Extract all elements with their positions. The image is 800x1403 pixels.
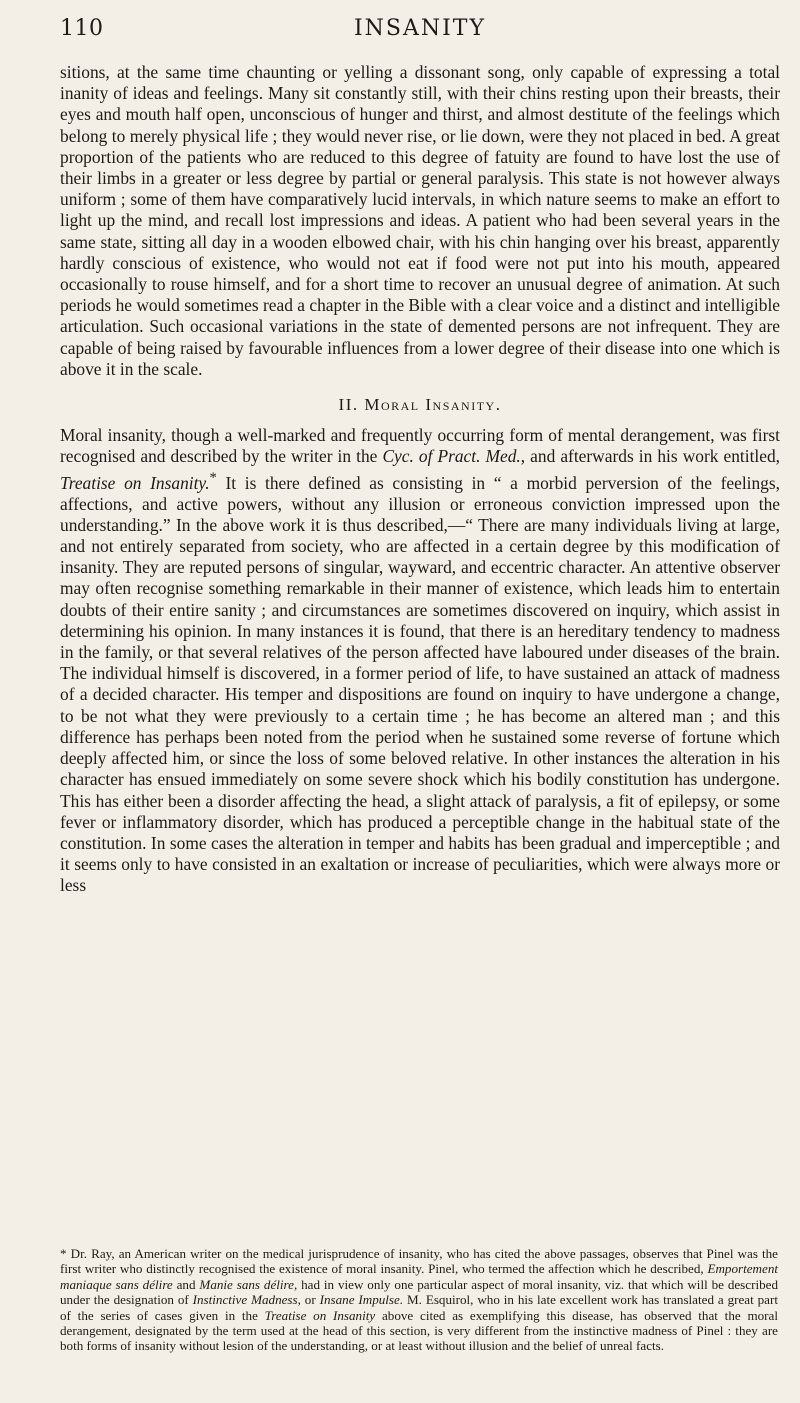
text-run: * Dr. Ray, an American writer on the medical jurisprudence of insanity, who has cited the above passages, observes that Pinel was the first writer who distinctly recognised the existence of moral insanity. Pinel, who termed the affection which he described,	[60, 1246, 778, 1277]
footnote	[60, 1246, 778, 1354]
text-run: and	[172, 1276, 200, 1292]
italic-title: Treatise on Insanity.	[60, 472, 210, 493]
footnote-text	[60, 1246, 778, 1354]
page-number: 110	[60, 16, 104, 41]
italic-term: Emportement maniaque sans délire	[60, 1261, 778, 1292]
text-run: It is there defined as consisting in “ a morbid perversion of the feelings, affections, and active powers, without any illusion or erroneous conviction impressed upon the understanding.” In the above work it is thus described,—“ There are many individuals living at large, and not entirely separated from society, who are affected in a certain degree by this modification of insanity. They are reputed persons of singular, wayward, and eccentric character. An attentive observer may often recognise something remarkable in their manner of existence, which leads him to entertain doubts of their entire sanity ; and circumstances are sometimes discovered on inquiry, which assist in determining his opinion. In many instances it is found, that there is an hereditary tendency to madness in the family, or that several relatives of the person affected have laboured under diseases of the brain. The individual himself is discovered, in a former period of life, to have sustained an attack of madness of a decided character. His temper and dispositions are found on inquiry to have undergone a change, to be not what they were previously to a certain time ; he has become an altered man ; and this difference has perhaps been noted from the period when he sustained some reverse of fortune which deeply affected him, or since the loss of some beloved relative. In other instances the alteration in his character has ensued immediately on some severe shock which his bodily constitution has undergone. This has either been a disorder affecting the head, a slight attack of paralysis, a fit of epilepsy, or some fever or inflammatory disorder, which has produced a perceptible change in the habitual state of the constitution. In some cases the alteration in temper and habits has been gradual and imperceptible ; and it seems only to have consisted in an exaltation or increase of peculiarities, which were always more or less	[60, 472, 780, 896]
paragraph	[60, 425, 780, 896]
section-heading: II. Moral Insanity.	[338, 395, 502, 415]
italic-title: Cyc. of Pract. Med.	[382, 446, 521, 467]
italic-term: Instinctive Madness	[192, 1292, 298, 1308]
text-run: , had in view only one particular aspect of moral insanity, viz. that which will be described under the designation of	[60, 1276, 778, 1308]
italic-term: Manie sans délire	[199, 1276, 294, 1292]
text-run: M. Esquirol, who in his late excellent work has translated a great part of the series of cases given in the	[60, 1292, 778, 1323]
text-run: above cited as exemplifying this disease, has observed that the moral derangement, designated by the term used at the head of this section, is very different from the instinctive madness of Pinel : they are both forms of insanity without lesion of the understanding, or at least without illusion and the belief of unreal facts.	[60, 1307, 778, 1354]
text-run: Moral insanity, though a well-marked and frequently occurring form of mental derangement, was first recognised and described by the writer in the	[60, 425, 780, 467]
page-header	[60, 16, 780, 46]
footnote-marker: *	[209, 469, 217, 486]
paragraph: sitions, at the same time chaunting or yelling a dissonant song, only capable of expressing a total inanity of ideas and feelings. Many sit constantly still, with their chins resting upon their breasts, their eyes and mouth half open, unconscious of hunger and thirst, and almost destitute of the feelings which belong to merely physical life ; they would never rise, or lie down, were they not placed in bed. A great proportion of the patients who are reduced to this degree of fatuity are found to have lost the use of their limbs in a greater or less degree by partial or general paralysis. This state is not however always uniform ; some of them have comparatively lucid intervals, in which nature seems to make an effort to light up the mind, and recall lost impressions and ideas. A patient who had been several years in the same state, sitting all day in a wooden elbowed chair, with his chin hanging over his breast, apparently hardly conscious of existence, who would not eat if food were not put into his mouth, appeared occasionally to rouse himself, and for a short time to recover an unusual degree of animation. At such periods he would sometimes read a chapter in the Bible with a clear voice and a distinct and intelligible articulation. Such occasional variations in the state of demented persons are not infrequent. They are capable of being raised by favourable influences from a lower degree of their disease into one which is above it in the scale.	[60, 62, 780, 379]
italic-title: Treatise on Insanity	[264, 1307, 376, 1323]
text-run: , or	[297, 1292, 320, 1308]
main-text	[60, 62, 780, 897]
italic-term: Insane Impulse.	[319, 1292, 404, 1308]
running-title: INSANITY	[353, 16, 487, 41]
text-run: , and afterwards in his work entitled,	[520, 446, 780, 467]
